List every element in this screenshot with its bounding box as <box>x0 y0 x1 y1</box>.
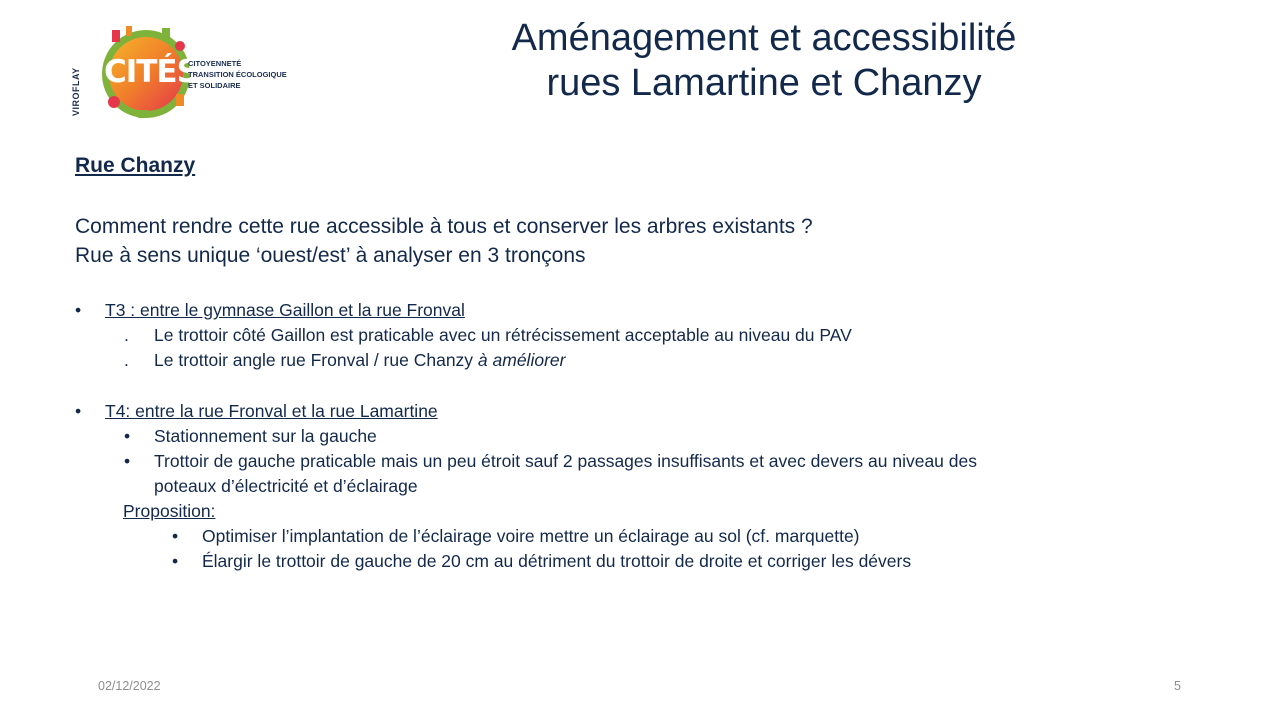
logo-tagline-line: ET SOLIDAIRE <box>188 81 241 90</box>
logo-word: CITÉS <box>104 54 198 90</box>
t3-title: T3 : entre le gymnase Gaillon et la rue Fronval <box>105 300 465 320</box>
proposition-item <box>75 524 977 549</box>
t4-item <box>75 424 977 449</box>
footer-date: 02/12/2022 <box>98 679 161 693</box>
t3-item <box>75 348 852 373</box>
t4-item-text: Trottoir de gauche praticable mais un peu étroit sauf 2 passages insuffisants et avec devers au niveau des <box>154 451 977 471</box>
proposition-item <box>75 549 977 574</box>
slide-title <box>420 16 1108 106</box>
t3-heading-row <box>75 298 852 323</box>
logo-tagline-line: TRANSITION ÉCOLOGIQUE <box>188 70 287 79</box>
t4-title: T4: entre la rue Fronval et la rue Lamartine <box>105 401 438 421</box>
t3-item-text: Le trottoir côté Gaillon est praticable avec un rétrécissement acceptable au niveau du PAV <box>154 325 852 345</box>
sub-bullet-icon: . <box>124 325 129 345</box>
bullet-icon: • <box>75 300 82 320</box>
bullet-icon: • <box>124 426 131 446</box>
proposition-row <box>75 499 977 524</box>
t4-block <box>75 399 977 574</box>
t4-heading-row <box>75 399 977 424</box>
intro-line: Rue à sens unique ‘ouest/est’ à analyser en 3 tronçons <box>75 244 586 267</box>
section-heading: Rue Chanzy <box>75 154 196 177</box>
t3-block <box>75 298 852 373</box>
logo-side-text: VIROFLAY <box>71 67 81 116</box>
intro-text <box>75 212 813 270</box>
t4-item-text: Stationnement sur la gauche <box>154 426 377 446</box>
t3-item-emphasis: à améliorer <box>477 350 566 370</box>
logo-tagline-line: CITOYENNETÉ <box>188 59 242 68</box>
intro-line: Comment rendre cette rue accessible à tous et conserver les arbres existants ? <box>75 215 813 238</box>
t3-item <box>75 323 852 348</box>
proposition-text: Optimiser l’implantation de l’éclairage voire mettre un éclairage au sol (cf. marquette) <box>202 526 860 546</box>
bullet-icon: • <box>172 526 179 546</box>
proposition-text: Élargir le trottoir de gauche de 20 cm au détriment du trottoir de droite et corriger les dévers <box>202 551 912 571</box>
slide-title-line1: Aménagement et accessibilité <box>511 17 1017 59</box>
slide-number: 5 <box>1174 679 1181 693</box>
t3-item-text: Le trottoir angle rue Fronval / rue Chanzy <box>154 350 478 370</box>
t4-item-continuation <box>75 474 977 499</box>
proposition-label: Proposition: <box>123 501 216 521</box>
bullet-icon: • <box>75 401 82 421</box>
t4-item <box>75 449 977 474</box>
bullet-icon: • <box>124 451 131 471</box>
sub-bullet-icon: . <box>124 350 129 370</box>
logo-tagline <box>188 58 287 91</box>
logo <box>38 24 287 134</box>
bullet-icon: • <box>172 551 179 571</box>
t4-item-text: poteaux d’électricité et d’éclairage <box>154 476 418 496</box>
slide-title-line2: rues Lamartine et Chanzy <box>546 62 982 104</box>
